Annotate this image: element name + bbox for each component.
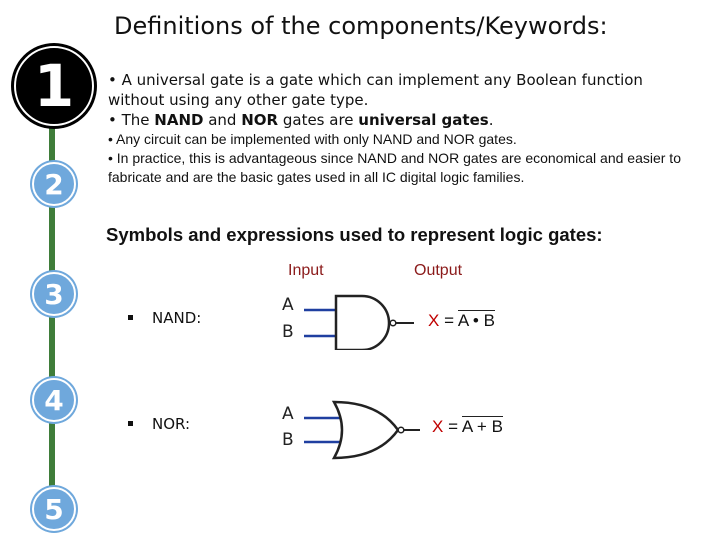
definition-bullet-4: • In practice, this is advantageous since NAND and NOR gates are economical and easier to fabricate and are the basic gates used in all IC digital logic families. [108, 150, 681, 185]
nor-input-b-label: B [282, 430, 294, 450]
nand-equals: = [444, 311, 455, 330]
nor-label: NOR: [152, 415, 191, 433]
nand-output-var: X [428, 311, 440, 330]
step-5-badge[interactable]: 5 [32, 487, 76, 531]
step-4-badge[interactable]: 4 [32, 378, 76, 422]
nand-label: NAND: [152, 309, 202, 327]
bullet-2-text: . [488, 111, 494, 129]
slide-title: Definitions of the components/Keywords: [114, 12, 608, 40]
nor-gate-symbol [300, 398, 424, 462]
nand-input-b-label: B [282, 322, 294, 342]
universal-gates-keyword: universal gates [358, 111, 489, 129]
definition-bullets-3-4 [108, 130, 708, 187]
bullet-2-text: gates are [278, 111, 359, 129]
nor-output-var: X [432, 417, 444, 436]
definition-bullet-2 [108, 110, 698, 130]
input-column-heading: Input [288, 262, 324, 279]
definition-bullet-1: • A universal gate is a gate which can implement any Boolean function without using any other gate type. [108, 71, 643, 109]
nor-input-a-label: A [282, 404, 294, 424]
nand-output-expression [428, 311, 495, 331]
nor-expression: A + B [461, 417, 503, 436]
nor-equals: = [448, 417, 459, 436]
section-heading: Symbols and expressions used to represent logic gates: [106, 224, 603, 245]
step-1-badge[interactable]: 1 [14, 46, 94, 126]
nand-expression: A • B [457, 311, 495, 330]
nor-bullet [128, 421, 133, 426]
nor-output-expression [432, 417, 503, 437]
nand-input-a-label: A [282, 295, 294, 315]
output-column-heading: Output [414, 262, 463, 279]
definition-bullet-3: • Any circuit can be implemented with only NAND and NOR gates. [108, 131, 517, 147]
nand-gate-symbol [300, 290, 420, 350]
nand-bullet [128, 315, 133, 320]
nand-keyword: NAND [154, 111, 204, 129]
nor-keyword: NOR [241, 111, 279, 129]
step-2-badge[interactable]: 2 [32, 162, 76, 206]
bullet-2-text: and [203, 111, 242, 129]
bullet-2-text: • The [108, 111, 155, 129]
step-3-badge[interactable]: 3 [32, 272, 76, 316]
